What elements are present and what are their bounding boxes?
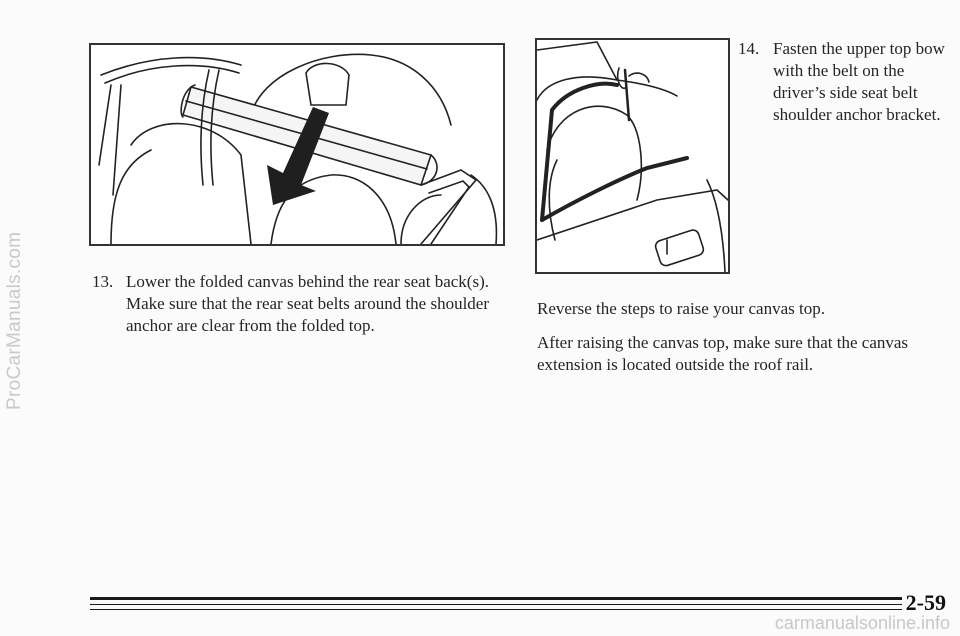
step-14 — [738, 38, 948, 126]
step-14-number: 14. — [738, 39, 760, 58]
step-13-number: 13. — [92, 272, 114, 291]
bow-fastening-drawing — [537, 40, 728, 272]
footer-rule-thin — [90, 604, 902, 605]
footer-rule-thin-2 — [90, 609, 902, 610]
page-number: 2-59 — [905, 590, 946, 615]
after-raising-paragraph: After raising the canvas top, make sure that the canvas extension is located outside the roof rail. — [537, 333, 909, 374]
step-13 — [92, 271, 492, 337]
bow-fastening-illustration — [535, 38, 730, 274]
footer-rule-thick — [90, 597, 902, 600]
step-14-text: Fasten the upper top bow with the belt on the driver’s side seat belt shoulder anchor bracket. — [773, 39, 945, 124]
side-watermark: ProCarManuals.com — [4, 231, 25, 410]
folded-canvas-illustration — [89, 43, 505, 246]
bottom-watermark: carmanualsonline.info — [774, 613, 950, 633]
folded-canvas-drawing — [91, 45, 503, 244]
reverse-steps-paragraph: Reverse the steps to raise your canvas top. — [537, 299, 825, 318]
step-13-text: Lower the folded canvas behind the rear seat back(s). Make sure that the rear seat belts around the shoulder anchor are clear from the folded top. — [126, 272, 490, 335]
